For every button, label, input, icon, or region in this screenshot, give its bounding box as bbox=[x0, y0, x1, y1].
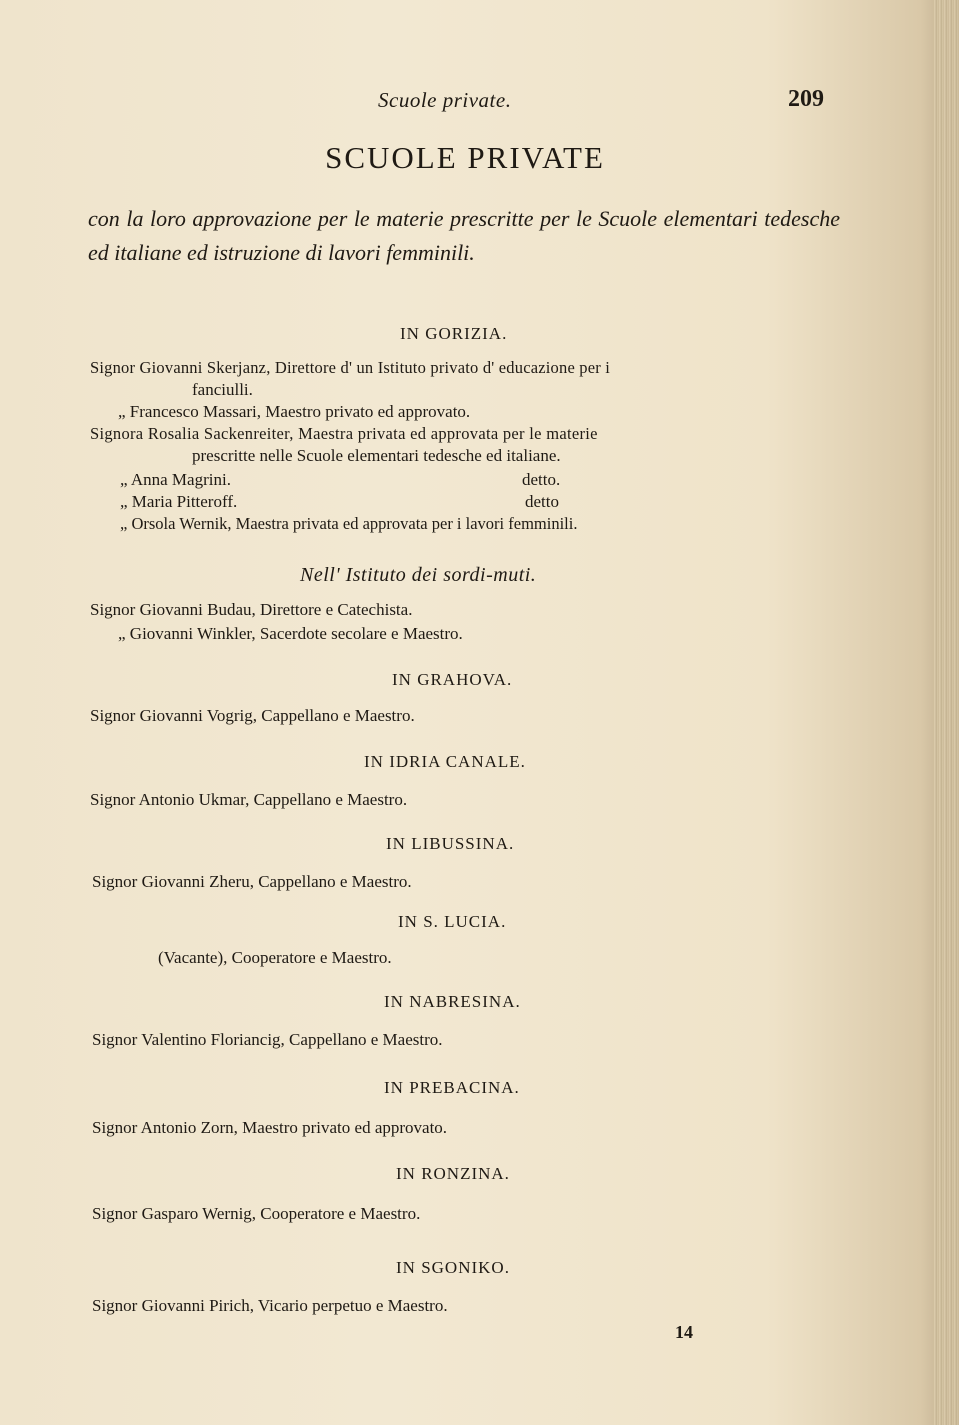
entry-vacante: (Vacante), Cooperatore e Maestro. bbox=[158, 948, 392, 967]
heading-sgoniko: IN SGONIKO. bbox=[396, 1258, 510, 1277]
entry-wernik: „ Orsola Wernik, Maestra privata ed approvata per i lavori femminili. bbox=[120, 514, 578, 533]
entry-magrini: „ Anna Magrini. bbox=[120, 470, 231, 489]
entry-pitteroff-ditto: detto bbox=[525, 492, 559, 511]
heading-ronzina: IN RONZINA. bbox=[396, 1164, 510, 1183]
entry-magrini-ditto: detto. bbox=[522, 470, 561, 489]
entry-budau: Signor Giovanni Budau, Direttore e Catechista. bbox=[90, 600, 413, 619]
page-title: SCUOLE PRIVATE bbox=[325, 140, 605, 175]
heading-grahova: IN GRAHOVA. bbox=[392, 670, 513, 689]
heading-istituto: Nell' Istituto dei sordi-muti. bbox=[300, 564, 537, 586]
page-edge bbox=[933, 0, 959, 1425]
heading-nabresina: IN NABRESINA. bbox=[384, 992, 521, 1011]
entry-sackenreiter: Signora Rosalia Sackenreiter, Maestra privata ed approvata per le materie bbox=[90, 424, 598, 443]
heading-prebacina: IN PREBACINA. bbox=[384, 1078, 520, 1097]
entry-floriancig: Signor Valentino Floriancig, Cappellano e Maestro. bbox=[92, 1030, 443, 1049]
entry-skerjanz-cont: fanciulli. bbox=[192, 380, 253, 399]
heading-libussina: IN LIBUSSINA. bbox=[386, 834, 515, 853]
signature-mark: 14 bbox=[675, 1322, 693, 1342]
page-number: 209 bbox=[788, 86, 824, 112]
entry-vogrig: Signor Giovanni Vogrig, Cappellano e Maestro. bbox=[90, 706, 415, 725]
entry-pirich: Signor Giovanni Pirich, Vicario perpetuo e Maestro. bbox=[92, 1296, 448, 1315]
intro-paragraph: con la loro approvazione per le materie prescritte per le Scuole elementari tedesche ed italiane ed istruzione di lavori femminili. bbox=[88, 206, 840, 265]
running-head: Scuole private. bbox=[378, 88, 512, 112]
entry-pitteroff: „ Maria Pitteroff. bbox=[120, 492, 238, 511]
entry-ukmar: Signor Antonio Ukmar, Cappellano e Maestro. bbox=[90, 790, 408, 809]
entry-sackenreiter-cont: prescritte nelle Scuole elementari tedesche ed italiane. bbox=[192, 446, 561, 465]
entry-zheru: Signor Giovanni Zheru, Cappellano e Maestro. bbox=[92, 872, 412, 891]
heading-gorizia: IN GORIZIA. bbox=[400, 324, 508, 343]
heading-lucia: IN S. LUCIA. bbox=[398, 912, 507, 931]
entry-massari: „ Francesco Massari, Maestro privato ed approvato. bbox=[118, 402, 471, 421]
entry-winkler: „ Giovanni Winkler, Sacerdote secolare e Maestro. bbox=[118, 624, 463, 643]
entry-zorn: Signor Antonio Zorn, Maestro privato ed approvato. bbox=[92, 1118, 448, 1137]
heading-idria: IN IDRIA CANALE. bbox=[364, 752, 526, 771]
entry-skerjanz: Signor Giovanni Skerjanz, Direttore d' un Istituto privato d' educazione per i bbox=[90, 358, 611, 377]
entry-wernig: Signor Gasparo Wernig, Cooperatore e Maestro. bbox=[92, 1204, 421, 1223]
